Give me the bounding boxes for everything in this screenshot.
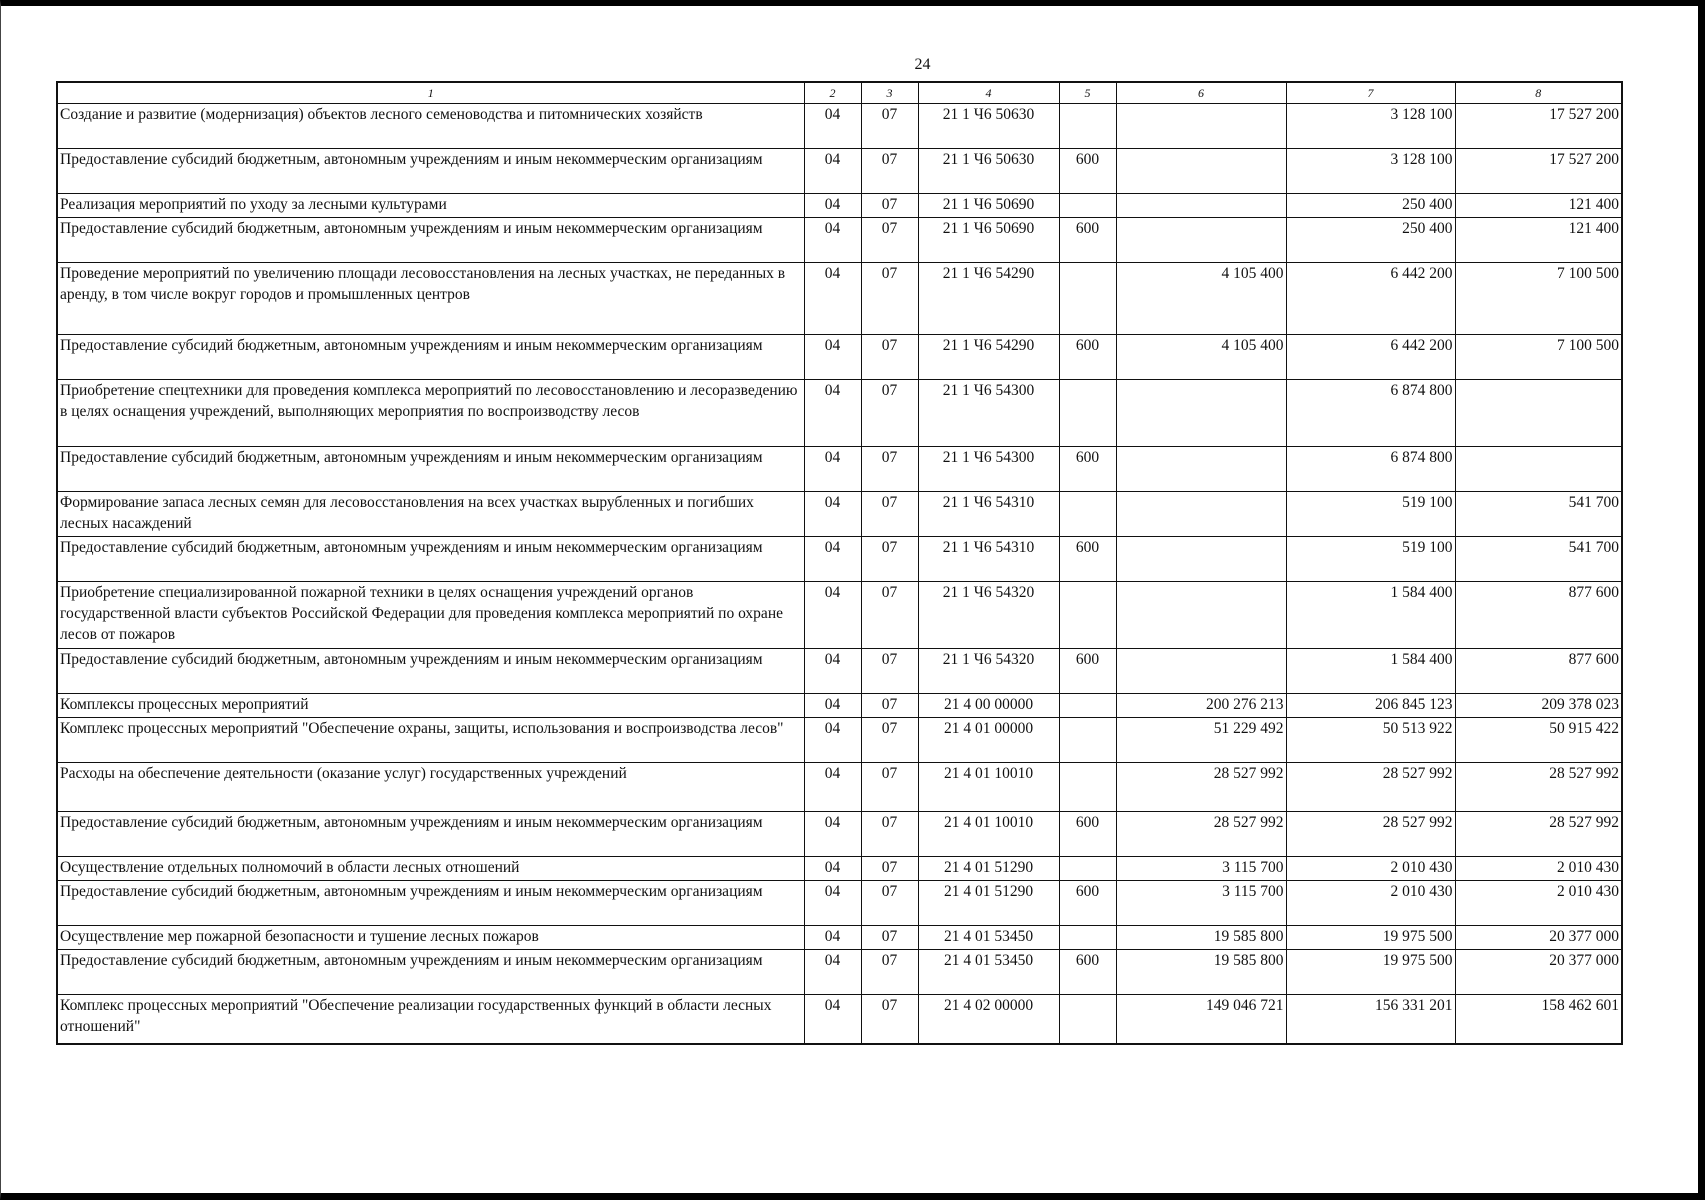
row-subsection-cell: 07 [861,812,918,857]
row-amount-col8-cell: 7 100 500 [1455,335,1622,380]
row-section-cell: 04 [804,447,861,492]
row-amount-col6-cell [1116,649,1286,694]
row-expense-type-cell: 600 [1059,950,1116,995]
column-header: 5 [1059,82,1116,104]
row-target-code-cell: 21 1 Ч6 54320 [918,582,1059,649]
row-section-cell: 04 [804,881,861,926]
table-row [57,492,1622,537]
row-amount-col8-cell: 17 527 200 [1455,104,1622,149]
row-expense-type-cell: 600 [1059,149,1116,194]
row-name-cell: Комплекс процессных мероприятий "Обеспечение реализации государственных функций в области лесных отношений" [57,995,804,1044]
row-amount-col8-cell: 2 010 430 [1455,881,1622,926]
row-amount-col7-cell: 50 513 922 [1286,718,1455,763]
row-amount-col6-cell: 19 585 800 [1116,950,1286,995]
row-amount-col6-cell [1116,104,1286,149]
row-expense-type-cell [1059,492,1116,537]
row-amount-col8-cell: 17 527 200 [1455,149,1622,194]
row-amount-col6-cell [1116,380,1286,447]
row-name-cell: Реализация мероприятий по уходу за лесными культурами [57,194,804,218]
table-row [57,763,1622,812]
row-section-cell: 04 [804,694,861,718]
row-amount-col7-cell: 250 400 [1286,218,1455,263]
row-expense-type-cell [1059,263,1116,335]
row-subsection-cell: 07 [861,582,918,649]
table-row [57,881,1622,926]
row-amount-col6-cell [1116,582,1286,649]
row-amount-col7-cell: 19 975 500 [1286,950,1455,995]
row-amount-col8-cell [1455,380,1622,447]
column-header: 8 [1455,82,1622,104]
table-row [57,950,1622,995]
row-expense-type-cell: 600 [1059,218,1116,263]
row-target-code-cell: 21 4 01 00000 [918,718,1059,763]
row-amount-col7-cell: 6 442 200 [1286,335,1455,380]
row-amount-col6-cell: 51 229 492 [1116,718,1286,763]
row-subsection-cell: 07 [861,995,918,1044]
table-body [57,104,1622,1044]
row-section-cell: 04 [804,492,861,537]
row-expense-type-cell [1059,194,1116,218]
table-row [57,380,1622,447]
row-amount-col7-cell: 156 331 201 [1286,995,1455,1044]
row-amount-col6-cell [1116,149,1286,194]
row-amount-col6-cell [1116,492,1286,537]
column-header: 2 [804,82,861,104]
row-name-cell: Проведение мероприятий по увеличению площади лесовосстановления на лесных участках, не переданных в аренду, в том числе вокруг городов и промышленных центров [57,263,804,335]
row-subsection-cell: 07 [861,380,918,447]
row-amount-col6-cell [1116,447,1286,492]
row-target-code-cell: 21 1 Ч6 54290 [918,263,1059,335]
row-expense-type-cell: 600 [1059,537,1116,582]
row-name-cell: Приобретение спецтехники для проведения комплекса мероприятий по лесовосстановлению и лесоразведению в целях оснащения учреждений, выполняющих мероприятия по воспроизводству лесов [57,380,804,447]
row-amount-col6-cell [1116,218,1286,263]
row-name-cell: Предоставление субсидий бюджетным, автономным учреждениям и иным некоммерческим организациям [57,218,804,263]
table-row [57,582,1622,649]
row-subsection-cell: 07 [861,335,918,380]
row-amount-col7-cell: 28 527 992 [1286,812,1455,857]
row-section-cell: 04 [804,649,861,694]
row-amount-col7-cell: 1 584 400 [1286,582,1455,649]
row-amount-col8-cell: 121 400 [1455,218,1622,263]
row-subsection-cell: 07 [861,857,918,881]
row-amount-col7-cell: 2 010 430 [1286,881,1455,926]
row-amount-col8-cell: 28 527 992 [1455,812,1622,857]
row-expense-type-cell [1059,926,1116,950]
table-row [57,718,1622,763]
row-name-cell: Осуществление отдельных полномочий в области лесных отношений [57,857,804,881]
row-amount-col7-cell: 250 400 [1286,194,1455,218]
row-amount-col8-cell [1455,447,1622,492]
row-amount-col6-cell: 149 046 721 [1116,995,1286,1044]
row-target-code-cell: 21 1 Ч6 54310 [918,537,1059,582]
row-name-cell: Приобретение специализированной пожарной техники в целях оснащения учреждений органов государственной власти субъектов Российской Федерации для проведения комплекса мероприятий по охране лесов от пожаров [57,582,804,649]
row-amount-col6-cell: 28 527 992 [1116,812,1286,857]
row-name-cell: Расходы на обеспечение деятельности (оказание услуг) государственных учреждений [57,763,804,812]
row-subsection-cell: 07 [861,718,918,763]
row-name-cell: Предоставление субсидий бюджетным, автономным учреждениям и иным некоммерческим организациям [57,950,804,995]
row-section-cell: 04 [804,950,861,995]
row-subsection-cell: 07 [861,926,918,950]
row-section-cell: 04 [804,380,861,447]
column-header: 4 [918,82,1059,104]
row-amount-col6-cell: 4 105 400 [1116,263,1286,335]
row-amount-col7-cell: 3 128 100 [1286,149,1455,194]
row-amount-col8-cell: 28 527 992 [1455,763,1622,812]
row-subsection-cell: 07 [861,194,918,218]
row-name-cell: Предоставление субсидий бюджетным, автономным учреждениям и иным некоммерческим организациям [57,649,804,694]
table-row [57,812,1622,857]
row-amount-col7-cell: 3 128 100 [1286,104,1455,149]
header-row [57,82,1622,104]
row-section-cell: 04 [804,149,861,194]
row-target-code-cell: 21 4 02 00000 [918,995,1059,1044]
row-target-code-cell: 21 1 Ч6 50690 [918,218,1059,263]
column-header: 7 [1286,82,1455,104]
row-amount-col6-cell: 4 105 400 [1116,335,1286,380]
row-target-code-cell: 21 1 Ч6 54300 [918,380,1059,447]
row-amount-col6-cell: 3 115 700 [1116,881,1286,926]
row-section-cell: 04 [804,763,861,812]
row-subsection-cell: 07 [861,104,918,149]
row-name-cell: Предоставление субсидий бюджетным, автономным учреждениям и иным некоммерческим организациям [57,447,804,492]
row-subsection-cell: 07 [861,492,918,537]
row-amount-col7-cell: 6 874 800 [1286,380,1455,447]
row-section-cell: 04 [804,335,861,380]
row-amount-col7-cell: 206 845 123 [1286,694,1455,718]
row-amount-col7-cell: 28 527 992 [1286,763,1455,812]
row-amount-col6-cell: 200 276 213 [1116,694,1286,718]
row-section-cell: 04 [804,194,861,218]
row-section-cell: 04 [804,812,861,857]
row-amount-col8-cell: 7 100 500 [1455,263,1622,335]
row-target-code-cell: 21 4 01 10010 [918,763,1059,812]
row-amount-col8-cell: 121 400 [1455,194,1622,218]
column-header: 3 [861,82,918,104]
row-amount-col6-cell: 19 585 800 [1116,926,1286,950]
row-section-cell: 04 [804,718,861,763]
row-name-cell: Предоставление субсидий бюджетным, автономным учреждениям и иным некоммерческим организациям [57,537,804,582]
row-expense-type-cell: 600 [1059,335,1116,380]
row-amount-col6-cell: 28 527 992 [1116,763,1286,812]
row-expense-type-cell: 600 [1059,649,1116,694]
row-target-code-cell: 21 1 Ч6 50690 [918,194,1059,218]
row-section-cell: 04 [804,218,861,263]
row-expense-type-cell [1059,995,1116,1044]
row-section-cell: 04 [804,263,861,335]
column-header: 6 [1116,82,1286,104]
row-target-code-cell: 21 1 Ч6 54310 [918,492,1059,537]
row-subsection-cell: 07 [861,263,918,335]
row-subsection-cell: 07 [861,881,918,926]
row-amount-col6-cell [1116,537,1286,582]
row-name-cell: Комплексы процессных мероприятий [57,694,804,718]
row-name-cell: Осуществление мер пожарной безопасности и тушение лесных пожаров [57,926,804,950]
row-subsection-cell: 07 [861,537,918,582]
row-target-code-cell: 21 4 01 53450 [918,926,1059,950]
row-name-cell: Создание и развитие (модернизация) объектов лесного семеноводства и питомнических хозяйств [57,104,804,149]
row-amount-col8-cell: 209 378 023 [1455,694,1622,718]
row-expense-type-cell: 600 [1059,812,1116,857]
row-section-cell: 04 [804,926,861,950]
table-row [57,194,1622,218]
table-row [57,335,1622,380]
row-section-cell: 04 [804,582,861,649]
row-subsection-cell: 07 [861,218,918,263]
row-subsection-cell: 07 [861,149,918,194]
row-target-code-cell: 21 4 01 53450 [918,950,1059,995]
row-expense-type-cell [1059,694,1116,718]
row-section-cell: 04 [804,995,861,1044]
row-amount-col8-cell: 541 700 [1455,537,1622,582]
row-amount-col8-cell: 541 700 [1455,492,1622,537]
row-amount-col7-cell: 6 442 200 [1286,263,1455,335]
row-subsection-cell: 07 [861,950,918,995]
row-amount-col7-cell: 19 975 500 [1286,926,1455,950]
row-section-cell: 04 [804,104,861,149]
row-amount-col7-cell: 6 874 800 [1286,447,1455,492]
row-target-code-cell: 21 4 00 00000 [918,694,1059,718]
row-expense-type-cell [1059,104,1116,149]
row-amount-col8-cell: 20 377 000 [1455,926,1622,950]
row-target-code-cell: 21 1 Ч6 50630 [918,149,1059,194]
row-section-cell: 04 [804,537,861,582]
row-subsection-cell: 07 [861,694,918,718]
row-target-code-cell: 21 1 Ч6 54320 [918,649,1059,694]
row-amount-col7-cell: 1 584 400 [1286,649,1455,694]
table-row [57,649,1622,694]
row-subsection-cell: 07 [861,649,918,694]
row-amount-col8-cell: 158 462 601 [1455,995,1622,1044]
row-amount-col8-cell: 50 915 422 [1455,718,1622,763]
row-amount-col7-cell: 519 100 [1286,492,1455,537]
page-number: 24 [914,56,931,73]
row-expense-type-cell [1059,380,1116,447]
table-row [57,149,1622,194]
row-target-code-cell: 21 4 01 10010 [918,812,1059,857]
row-amount-col6-cell: 3 115 700 [1116,857,1286,881]
row-name-cell: Комплекс процессных мероприятий "Обеспечение охраны, защиты, использования и воспроизводства лесов" [57,718,804,763]
row-expense-type-cell [1059,582,1116,649]
row-name-cell: Предоставление субсидий бюджетным, автономным учреждениям и иным некоммерческим организациям [57,881,804,926]
table-row [57,104,1622,149]
row-amount-col7-cell: 2 010 430 [1286,857,1455,881]
row-amount-col8-cell: 877 600 [1455,649,1622,694]
row-amount-col6-cell [1116,194,1286,218]
row-name-cell: Предоставление субсидий бюджетным, автономным учреждениям и иным некоммерческим организациям [57,335,804,380]
row-section-cell: 04 [804,857,861,881]
table-row [57,995,1622,1044]
row-amount-col8-cell: 2 010 430 [1455,857,1622,881]
row-target-code-cell: 21 4 01 51290 [918,881,1059,926]
row-target-code-cell: 21 1 Ч6 54290 [918,335,1059,380]
table-row [57,263,1622,335]
table-row [57,926,1622,950]
column-header: 1 [57,82,804,104]
row-expense-type-cell: 600 [1059,447,1116,492]
row-subsection-cell: 07 [861,447,918,492]
row-amount-col8-cell: 877 600 [1455,582,1622,649]
row-amount-col8-cell: 20 377 000 [1455,950,1622,995]
table-row [57,537,1622,582]
row-name-cell: Предоставление субсидий бюджетным, автономным учреждениям и иным некоммерческим организациям [57,812,804,857]
row-expense-type-cell: 600 [1059,881,1116,926]
row-target-code-cell: 21 1 Ч6 50630 [918,104,1059,149]
row-expense-type-cell [1059,718,1116,763]
row-name-cell: Формирование запаса лесных семян для лесовосстановления на всех участках вырубленных и погибших лесных насаждений [57,492,804,537]
row-expense-type-cell [1059,763,1116,812]
table-row [57,218,1622,263]
table-row [57,447,1622,492]
row-name-cell: Предоставление субсидий бюджетным, автономным учреждениям и иным некоммерческим организациям [57,149,804,194]
row-subsection-cell: 07 [861,763,918,812]
row-amount-col7-cell: 519 100 [1286,537,1455,582]
budget-table [56,81,1623,1045]
table-row [57,694,1622,718]
row-expense-type-cell [1059,857,1116,881]
row-target-code-cell: 21 4 01 51290 [918,857,1059,881]
table-row [57,857,1622,881]
row-target-code-cell: 21 1 Ч6 54300 [918,447,1059,492]
